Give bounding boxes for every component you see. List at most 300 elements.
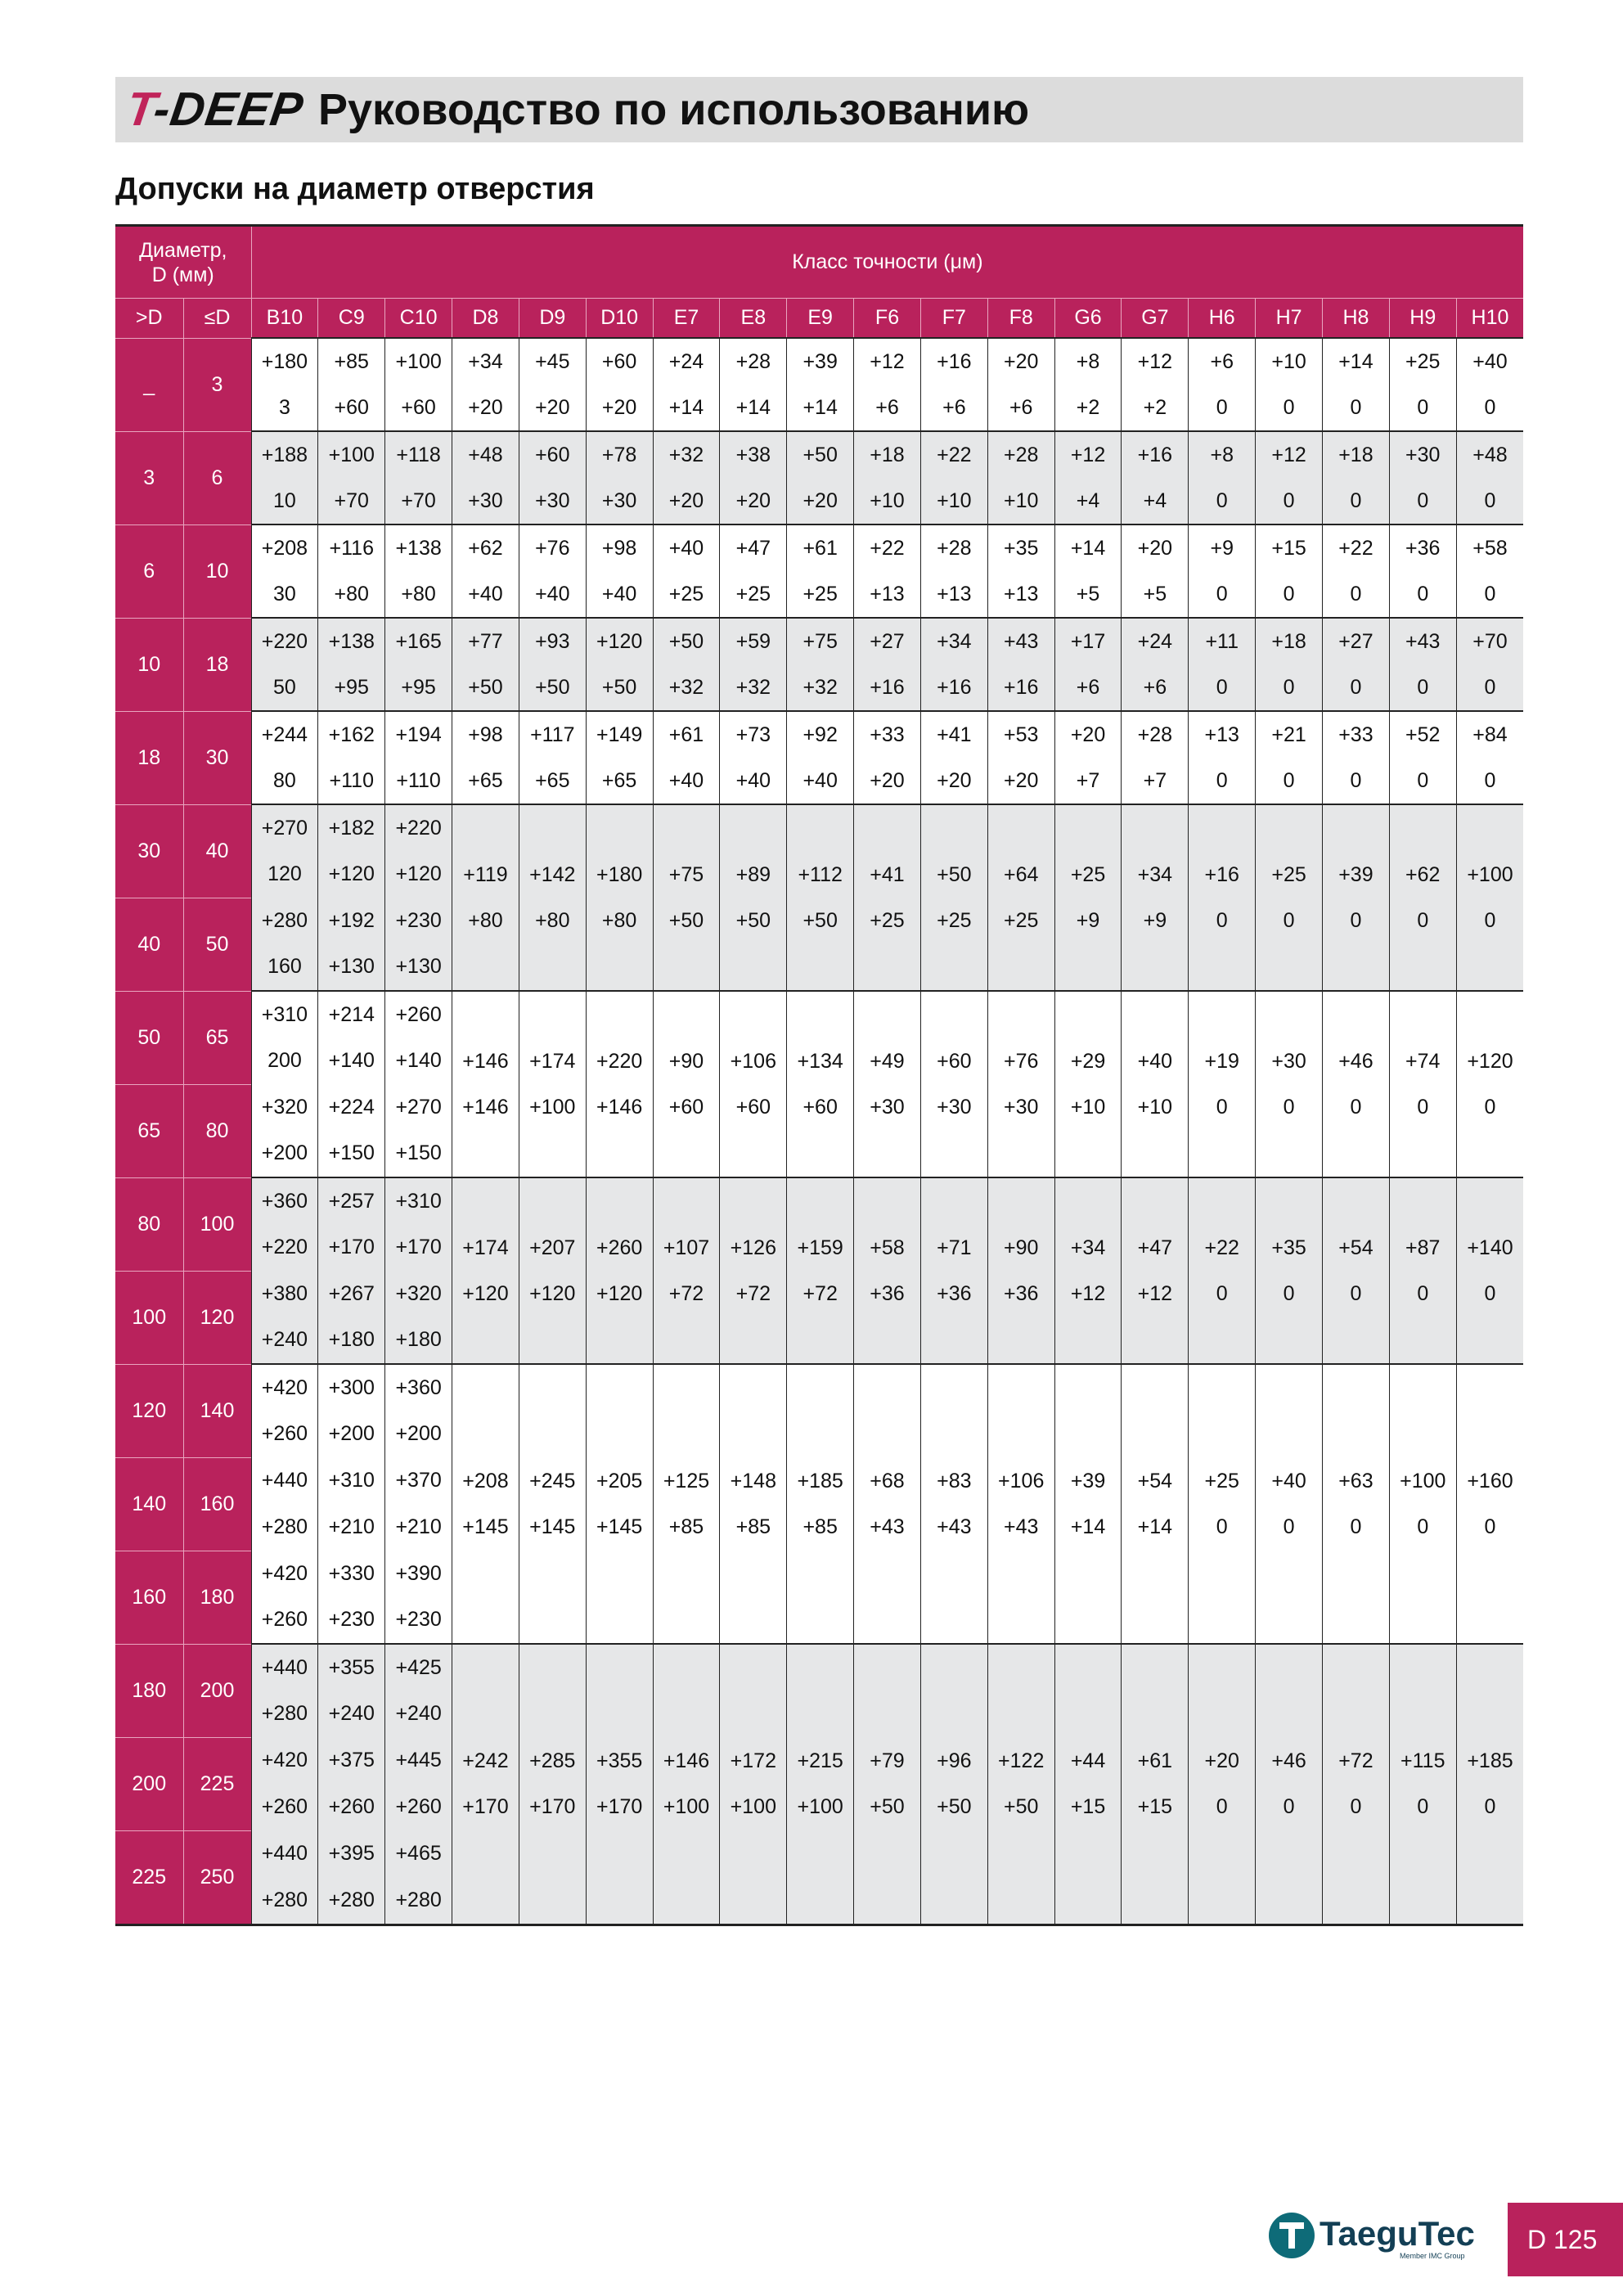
lower-deviation: 0 [1216, 1282, 1228, 1305]
lower-deviation: +20 [803, 489, 838, 512]
upper-deviation: +10 [1271, 350, 1306, 373]
tolerance-cell [586, 711, 653, 804]
tolerance-cell: 3 [251, 385, 318, 431]
upper-deviation: +34 [468, 350, 503, 373]
lower-deviation: +50 [870, 1795, 905, 1819]
lower-deviation: +6 [875, 396, 899, 419]
tolerance-cell [920, 431, 987, 524]
tolerance-cell [920, 524, 987, 618]
upper-deviation: +47 [1137, 1236, 1173, 1259]
lower-deviation: 0 [1417, 1515, 1429, 1538]
tolerance-cell [1389, 1644, 1456, 1925]
lower-deviation: +30 [468, 489, 503, 512]
tolerance-cell [720, 1177, 787, 1364]
lower-deviation: +80 [535, 909, 570, 932]
upper-deviation: +148 [730, 1470, 776, 1492]
tolerance-cell [1256, 524, 1323, 618]
tolerance-cell: +257 [318, 1177, 385, 1225]
column-header: F6 [854, 299, 921, 339]
column-header: E9 [787, 299, 854, 339]
diameter-to: 18 [183, 618, 251, 711]
tolerance-cell: +370 [385, 1457, 452, 1504]
table-row [115, 524, 1523, 571]
tolerance-cell [1054, 1364, 1122, 1644]
lower-deviation: +20 [937, 769, 972, 792]
lower-deviation: +10 [870, 489, 905, 512]
lower-deviation: +36 [937, 1282, 972, 1305]
tolerance-cell: +110 [318, 758, 385, 804]
diameter-from: 120 [115, 1364, 183, 1457]
tolerance-cell [787, 1644, 854, 1925]
tolerance-cell: +182 [318, 804, 385, 852]
tolerance-cell: +140 [318, 1038, 385, 1085]
lower-deviation: +30 [870, 1096, 905, 1119]
column-header: H10 [1456, 299, 1523, 339]
upper-deviation: +12 [1070, 443, 1106, 466]
tolerance-cell [920, 338, 987, 431]
tolerance-cell [452, 1177, 519, 1364]
upper-deviation: +18 [1338, 443, 1373, 466]
lower-deviation: 0 [1484, 1282, 1496, 1305]
tolerance-cell [1323, 524, 1390, 618]
tolerance-cell [653, 1364, 720, 1644]
upper-deviation: +185 [797, 1470, 843, 1492]
lower-deviation: +120 [462, 1282, 509, 1305]
diameter-from: 10 [115, 618, 183, 711]
lower-deviation: +50 [468, 676, 503, 699]
tolerance-cell: +445 [385, 1737, 452, 1784]
tolerance-cell: +360 [251, 1177, 318, 1225]
lower-deviation: 0 [1484, 583, 1496, 606]
tolerance-cell [1054, 431, 1122, 524]
tolerance-cell: +310 [385, 1177, 452, 1225]
tolerance-cell: +180 [318, 1317, 385, 1364]
tolerance-cell [987, 1364, 1054, 1644]
tolerance-cell [586, 338, 653, 431]
upper-deviation: +20 [1003, 350, 1039, 373]
tolerance-cell: +270 [385, 1084, 452, 1130]
upper-deviation: +33 [870, 723, 905, 746]
lower-deviation: +30 [601, 489, 637, 512]
diameter-to: 200 [183, 1644, 251, 1737]
tolerance-cell [586, 1644, 653, 1925]
upper-deviation: +22 [870, 537, 905, 560]
le-d-header: ≤D [183, 299, 251, 339]
upper-deviation: +22 [937, 443, 972, 466]
lower-deviation: +40 [601, 583, 637, 606]
lower-deviation: +65 [535, 769, 570, 792]
tolerance-cell [854, 338, 921, 431]
column-header: H8 [1323, 299, 1390, 339]
upper-deviation: +355 [596, 1749, 643, 1773]
table-row [115, 1177, 1523, 1225]
diameter-from: 225 [115, 1830, 183, 1925]
lower-deviation: +85 [668, 1515, 704, 1538]
upper-deviation: +52 [1405, 723, 1441, 746]
lower-deviation: 0 [1283, 1096, 1295, 1119]
tolerance-cell: +170 [385, 1225, 452, 1272]
tolerance-cell: +280 [318, 1877, 385, 1925]
tolerance-cell: +425 [385, 1644, 452, 1691]
tolerance-cell [854, 1364, 921, 1644]
lower-deviation: 0 [1350, 1096, 1362, 1119]
lower-deviation: +25 [870, 909, 905, 932]
upper-deviation: +134 [797, 1050, 843, 1073]
tolerance-cell: +95 [385, 664, 452, 711]
upper-deviation: +70 [1472, 630, 1508, 653]
lower-deviation: +16 [1003, 676, 1039, 699]
lower-deviation: 0 [1283, 583, 1295, 606]
tolerance-cell [1456, 991, 1523, 1177]
upper-deviation: +90 [1003, 1236, 1039, 1259]
upper-deviation: +60 [601, 350, 637, 373]
tolerance-cell [920, 1644, 987, 1925]
upper-deviation: +46 [1338, 1050, 1373, 1073]
tolerance-cell: +162 [318, 711, 385, 758]
tolerance-cell [1456, 524, 1523, 618]
upper-deviation: +76 [1003, 1050, 1039, 1073]
t-deep-logo [123, 79, 308, 141]
upper-deviation: +174 [529, 1050, 576, 1073]
tolerance-cell [653, 804, 720, 991]
brand-name: TaeguTec [1320, 2214, 1475, 2253]
lower-deviation: 0 [1417, 489, 1429, 512]
lower-deviation: +25 [803, 583, 838, 606]
tolerance-cell: +230 [318, 1596, 385, 1644]
lower-deviation: 0 [1283, 909, 1295, 932]
tolerance-cell [920, 618, 987, 711]
tolerance-cell: +260 [385, 991, 452, 1038]
upper-deviation: +14 [1070, 537, 1106, 560]
tolerance-cell [1389, 991, 1456, 1177]
tolerance-cell: +210 [318, 1504, 385, 1551]
lower-deviation: +20 [535, 396, 570, 419]
tolerance-cell: +170 [318, 1225, 385, 1272]
upper-deviation: +87 [1405, 1236, 1441, 1259]
upper-deviation: +68 [870, 1470, 905, 1492]
tolerance-cell: +60 [318, 385, 385, 431]
lower-deviation: 0 [1350, 769, 1362, 792]
lower-deviation: +50 [1003, 1795, 1039, 1819]
tolerance-cell: +360 [385, 1364, 452, 1411]
upper-deviation: +149 [596, 723, 643, 746]
tolerance-cell: +220 [251, 618, 318, 664]
tolerance-cell: +355 [318, 1644, 385, 1691]
lower-deviation: +13 [1003, 583, 1039, 606]
tolerance-cell [1323, 804, 1390, 991]
lower-deviation: +85 [735, 1515, 771, 1538]
lower-deviation: +2 [1076, 396, 1100, 419]
tolerance-cell: +188 [251, 431, 318, 478]
diameter-to: 80 [183, 1084, 251, 1177]
upper-deviation: +60 [937, 1050, 972, 1073]
upper-deviation: +17 [1070, 630, 1106, 653]
tolerance-cell [720, 618, 787, 711]
upper-deviation: +140 [1467, 1236, 1513, 1259]
upper-deviation: +174 [462, 1236, 509, 1259]
lower-deviation: +36 [870, 1282, 905, 1305]
tolerance-cell: +165 [385, 618, 452, 664]
lower-deviation: 0 [1216, 909, 1228, 932]
lower-deviation: +65 [601, 769, 637, 792]
tolerance-cell: +280 [251, 1504, 318, 1551]
tolerance-cell [653, 618, 720, 711]
tolerance-cell [452, 338, 519, 431]
upper-deviation: +28 [937, 537, 972, 560]
lower-deviation: 0 [1484, 1096, 1496, 1119]
lower-deviation: +85 [803, 1515, 838, 1538]
tolerance-cell: +130 [385, 943, 452, 991]
diameter-from: 6 [115, 524, 183, 618]
tolerance-cell [519, 1644, 586, 1925]
tolerance-cell: +120 [385, 852, 452, 898]
lower-deviation: +100 [730, 1795, 776, 1819]
table-row [115, 618, 1523, 664]
tolerance-cell [720, 431, 787, 524]
upper-deviation: +59 [735, 630, 771, 653]
lower-deviation: 0 [1216, 583, 1228, 606]
tolerance-cell: +260 [251, 1411, 318, 1458]
column-header: H9 [1389, 299, 1456, 339]
logo-rest: -DEEP [150, 83, 308, 136]
lower-deviation: +20 [735, 489, 771, 512]
tolerance-cell: +440 [251, 1644, 318, 1691]
tolerance-cell [1456, 1364, 1523, 1644]
upper-deviation: +58 [870, 1236, 905, 1259]
table-row [115, 991, 1523, 1038]
upper-deviation: +14 [1338, 350, 1373, 373]
tolerance-cell [1054, 524, 1122, 618]
diameter-to: 10 [183, 524, 251, 618]
tolerance-cell [854, 1177, 921, 1364]
lower-deviation: +10 [937, 489, 972, 512]
upper-deviation: +107 [663, 1236, 710, 1259]
tolerance-cell [1054, 618, 1122, 711]
tolerance-cell [452, 618, 519, 711]
tolerance-cell [987, 338, 1054, 431]
tolerance-cell: +395 [318, 1830, 385, 1877]
diameter-to: 225 [183, 1737, 251, 1830]
upper-deviation: +119 [463, 863, 508, 886]
diameter-to: 30 [183, 711, 251, 804]
tolerance-cell [987, 991, 1054, 1177]
tolerance-cell [987, 804, 1054, 991]
lower-deviation: 0 [1216, 396, 1228, 419]
diameter-from: 160 [115, 1551, 183, 1644]
diameter-to: 100 [183, 1177, 251, 1271]
upper-deviation: +24 [668, 350, 704, 373]
tolerance-cell: +440 [251, 1830, 318, 1877]
upper-deviation: +63 [1338, 1470, 1373, 1492]
lower-deviation: +12 [1070, 1282, 1106, 1305]
lower-deviation: 0 [1283, 489, 1295, 512]
tolerance-cell [1256, 804, 1323, 991]
lower-deviation: 0 [1216, 489, 1228, 512]
tolerance-cell [1323, 1177, 1390, 1364]
lower-deviation: +10 [1137, 1096, 1173, 1119]
tolerance-cell: +150 [318, 1130, 385, 1177]
upper-deviation: +54 [1338, 1236, 1373, 1259]
lower-deviation: 0 [1283, 1515, 1295, 1538]
lower-deviation: +50 [601, 676, 637, 699]
upper-deviation: +41 [870, 863, 905, 886]
lower-deviation: +5 [1143, 583, 1167, 606]
tolerance-cell [653, 524, 720, 618]
lower-deviation: +120 [596, 1282, 643, 1305]
upper-deviation: +98 [601, 537, 637, 560]
lower-deviation: +6 [1076, 676, 1100, 699]
upper-deviation: +16 [937, 350, 972, 373]
diameter-from: 140 [115, 1457, 183, 1551]
lower-deviation: 0 [1350, 489, 1362, 512]
column-header: F7 [920, 299, 987, 339]
upper-deviation: +100 [1467, 863, 1513, 886]
tolerance-cell: +280 [251, 898, 318, 943]
lower-deviation: +25 [735, 583, 771, 606]
tolerance-cell [720, 711, 787, 804]
tolerance-cell: +420 [251, 1737, 318, 1784]
upper-deviation: +180 [596, 863, 643, 886]
upper-deviation: +61 [803, 537, 838, 560]
upper-deviation: +74 [1405, 1050, 1441, 1073]
upper-deviation: +96 [937, 1749, 972, 1773]
upper-deviation: +84 [1472, 723, 1508, 746]
lower-deviation: +9 [1076, 909, 1100, 932]
upper-deviation: +25 [1271, 863, 1306, 886]
column-header: C10 [385, 299, 452, 339]
tolerance-cell: +60 [385, 385, 452, 431]
tolerance-cell: +120 [318, 852, 385, 898]
tolerance-cell: +230 [385, 898, 452, 943]
lower-deviation: +43 [870, 1515, 905, 1538]
upper-deviation: +79 [870, 1749, 905, 1773]
lower-deviation: +4 [1076, 489, 1100, 512]
tolerance-cell: +240 [318, 1691, 385, 1738]
upper-deviation: +40 [1137, 1050, 1173, 1073]
upper-deviation: +117 [530, 723, 575, 746]
upper-deviation: +39 [1338, 863, 1373, 886]
upper-deviation: +115 [1400, 1749, 1445, 1773]
tolerance-cell [987, 1177, 1054, 1364]
lower-deviation: 0 [1484, 909, 1496, 932]
tolerance-cell [854, 618, 921, 711]
tolerance-cell [787, 804, 854, 991]
upper-deviation: +60 [535, 443, 570, 466]
upper-deviation: +40 [668, 537, 704, 560]
diameter-from: _ [115, 338, 183, 431]
tolerance-cell [653, 711, 720, 804]
lower-deviation: +40 [735, 769, 771, 792]
upper-deviation: +76 [535, 537, 570, 560]
lower-deviation: +43 [937, 1515, 972, 1538]
lower-deviation: +43 [1003, 1515, 1039, 1538]
upper-deviation: +28 [1137, 723, 1173, 746]
column-header: D9 [519, 299, 586, 339]
upper-deviation: +28 [1003, 443, 1039, 466]
lower-deviation: +13 [870, 583, 905, 606]
tolerance-cell: 50 [251, 664, 318, 711]
tolerance-cell [1256, 1364, 1323, 1644]
diameter-from: 200 [115, 1737, 183, 1830]
upper-deviation: +34 [1137, 863, 1173, 886]
upper-deviation: +24 [1137, 630, 1173, 653]
column-header: H6 [1189, 299, 1256, 339]
diameter-from: 65 [115, 1084, 183, 1177]
tolerance-cell: +260 [251, 1784, 318, 1830]
upper-deviation: +100 [1400, 1470, 1446, 1492]
upper-deviation: +72 [1338, 1749, 1373, 1773]
upper-deviation: +106 [730, 1050, 776, 1073]
tolerance-cell [1122, 1177, 1189, 1364]
lower-deviation: +10 [1003, 489, 1039, 512]
table-row [115, 1364, 1523, 1411]
tolerance-cell [787, 1364, 854, 1644]
upper-deviation: +32 [668, 443, 704, 466]
tolerance-cell [1122, 1364, 1189, 1644]
tolerance-cell [787, 618, 854, 711]
upper-deviation: +142 [529, 863, 576, 886]
tolerance-cell [1122, 431, 1189, 524]
tolerance-cell [1323, 431, 1390, 524]
lower-deviation: +36 [1003, 1282, 1039, 1305]
tolerance-cell: +70 [318, 478, 385, 524]
lower-deviation: +30 [1003, 1096, 1039, 1119]
upper-deviation: +12 [1271, 443, 1306, 466]
upper-deviation: +49 [870, 1050, 905, 1073]
lower-deviation: +120 [529, 1282, 576, 1305]
table-row [115, 711, 1523, 758]
column-header: B10 [251, 299, 318, 339]
tolerance-cell: +150 [385, 1130, 452, 1177]
tolerance-cell [586, 618, 653, 711]
tolerance-cell: +130 [318, 943, 385, 991]
lower-deviation: +170 [462, 1795, 509, 1819]
upper-deviation: +61 [668, 723, 704, 746]
lower-deviation: +80 [468, 909, 503, 932]
tolerance-cell [1256, 1177, 1323, 1364]
lower-deviation: +6 [942, 396, 966, 419]
tolerance-cell [787, 991, 854, 1177]
tolerance-cell: +330 [318, 1551, 385, 1596]
tolerance-cell [519, 618, 586, 711]
lower-deviation: +65 [468, 769, 503, 792]
tolerance-cell: +465 [385, 1830, 452, 1877]
lower-deviation: +14 [668, 396, 704, 419]
tolerance-cell [854, 804, 921, 991]
lower-deviation: +4 [1143, 489, 1167, 512]
tolerance-cell [653, 431, 720, 524]
tolerance-cell [519, 1177, 586, 1364]
lower-deviation: +72 [735, 1282, 771, 1305]
tolerance-cell [854, 431, 921, 524]
upper-deviation: +98 [468, 723, 503, 746]
upper-deviation: +112 [798, 863, 843, 886]
upper-deviation: +172 [730, 1749, 776, 1773]
lower-deviation: +14 [803, 396, 838, 419]
tolerance-cell: +260 [251, 1596, 318, 1644]
tolerance-cell: +280 [251, 1691, 318, 1738]
lower-deviation: 0 [1484, 489, 1496, 512]
tolerance-cell: 10 [251, 478, 318, 524]
upper-deviation: +40 [1271, 1470, 1306, 1492]
lower-deviation: +170 [596, 1795, 643, 1819]
diameter-to: 6 [183, 431, 251, 524]
tolerance-cell [1122, 804, 1189, 991]
upper-deviation: +35 [1271, 1236, 1306, 1259]
tolerance-cell [1054, 711, 1122, 804]
upper-deviation: +36 [1405, 537, 1441, 560]
diameter-to: 65 [183, 991, 251, 1084]
